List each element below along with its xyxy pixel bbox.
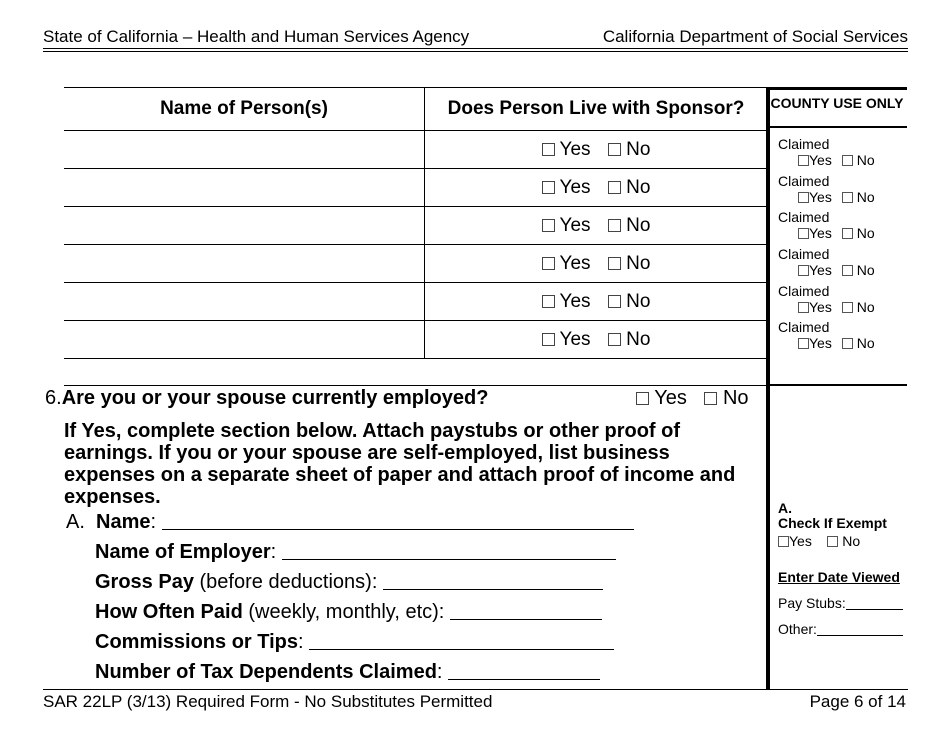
county-claimed-block: Claimed Yes No: [778, 136, 875, 168]
lives-with-sponsor-cell: Yes No: [425, 169, 768, 207]
employee-name-field: A. Name:: [66, 511, 634, 534]
table-row: [64, 131, 767, 169]
lives-with-sponsor-cell: Yes No: [425, 283, 768, 321]
q6-options: Yes No: [636, 387, 761, 410]
lives-with-sponsor-cell: Yes No: [425, 131, 768, 169]
person-name-cell[interactable]: [64, 283, 425, 321]
sponsor-table: [64, 87, 767, 359]
header-rule-2: [43, 51, 908, 52]
employed-no-checkbox[interactable]: [704, 392, 717, 405]
exempt-block: A. Check If Exempt: [778, 500, 887, 531]
table-row: [64, 321, 767, 359]
claimed-no-checkbox[interactable]: [842, 228, 853, 239]
footer-rule: [43, 689, 908, 690]
no-checkbox[interactable]: [608, 143, 621, 156]
claimed-no-checkbox[interactable]: [842, 302, 853, 313]
county-divider: [766, 87, 770, 690]
no-checkbox[interactable]: [608, 333, 621, 346]
lives-with-sponsor-cell: Yes No: [425, 207, 768, 245]
person-name-cell[interactable]: [64, 245, 425, 283]
yes-checkbox[interactable]: [542, 143, 555, 156]
q6-instructions: If Yes, complete section below. Attach paystubs or other proof of earnings. If you or your spouse are self-employed, list business expenses on a separate sheet of paper and attach proof of income and expenses.: [64, 420, 736, 508]
no-checkbox[interactable]: [608, 181, 621, 194]
pay-stubs-input[interactable]: [846, 597, 903, 610]
employee-name-input[interactable]: [162, 513, 634, 530]
person-name-cell[interactable]: [64, 207, 425, 245]
no-checkbox[interactable]: [608, 219, 621, 232]
claimed-yes-checkbox[interactable]: [798, 302, 809, 313]
exempt-yes-checkbox[interactable]: [778, 536, 789, 547]
county-claimed-block: Claimed Yes No: [778, 283, 875, 315]
employed-yes-checkbox[interactable]: [636, 392, 649, 405]
exempt-no-checkbox[interactable]: [827, 536, 838, 547]
no-checkbox[interactable]: [608, 295, 621, 308]
gross-pay-field: Gross Pay (before deductions):: [95, 571, 603, 594]
county-claimed-block: Claimed Yes No: [778, 209, 875, 241]
employer-name-field: Name of Employer:: [95, 541, 616, 564]
pay-frequency-field: How Often Paid (weekly, monthly, etc):: [95, 601, 602, 624]
agency-title: State of California – Health and Human Services Agency: [43, 27, 470, 46]
claimed-no-checkbox[interactable]: [842, 155, 853, 166]
department-title: California Department of Social Services: [602, 27, 908, 46]
lives-with-sponsor-cell: Yes No: [425, 321, 768, 359]
person-name-cell[interactable]: [64, 169, 425, 207]
no-checkbox[interactable]: [608, 257, 621, 270]
date-viewed-label: Enter Date Viewed: [778, 569, 900, 585]
col-header-lives-with-sponsor: Does Person Live with Sponsor?: [425, 88, 768, 131]
tax-dependents-field: Number of Tax Dependents Claimed:: [95, 661, 600, 684]
pay-stubs-field: Pay Stubs:: [778, 595, 903, 611]
claimed-no-checkbox[interactable]: [842, 338, 853, 349]
other-input[interactable]: [817, 623, 903, 636]
claimed-no-checkbox[interactable]: [842, 265, 853, 276]
claimed-yes-checkbox[interactable]: [798, 228, 809, 239]
col-header-name: Name of Person(s): [64, 88, 425, 131]
header-rule: [43, 48, 908, 49]
yes-checkbox[interactable]: [542, 333, 555, 346]
commissions-input[interactable]: [309, 633, 614, 650]
claimed-yes-checkbox[interactable]: [798, 155, 809, 166]
yes-checkbox[interactable]: [542, 295, 555, 308]
table-row: [64, 207, 767, 245]
table-row: [64, 245, 767, 283]
county-claimed-block: Claimed Yes No: [778, 173, 875, 205]
table-row: [64, 169, 767, 207]
pay-frequency-input[interactable]: [450, 603, 602, 620]
q6-rule: [64, 385, 767, 386]
commissions-field: Commissions or Tips:: [95, 631, 614, 654]
claimed-yes-checkbox[interactable]: [798, 265, 809, 276]
employer-name-input[interactable]: [282, 543, 616, 560]
other-field: Other:: [778, 621, 903, 637]
county-use-column: [767, 87, 907, 128]
person-name-cell[interactable]: [64, 131, 425, 169]
yes-checkbox[interactable]: [542, 181, 555, 194]
gross-pay-input[interactable]: [383, 573, 603, 590]
lives-with-sponsor-cell: Yes No: [425, 245, 768, 283]
claimed-no-checkbox[interactable]: [842, 192, 853, 203]
yes-checkbox[interactable]: [542, 257, 555, 270]
page-number: Page 6 of 14: [809, 692, 906, 711]
county-claimed-block: Claimed Yes No: [778, 246, 875, 278]
yes-checkbox[interactable]: [542, 219, 555, 232]
q6-question: 6.Are you or your spouse currently employed?: [45, 387, 489, 409]
county-use-title: COUNTY USE ONLY: [767, 87, 907, 128]
claimed-yes-checkbox[interactable]: [798, 192, 809, 203]
county-claimed-block: Claimed Yes No: [778, 319, 875, 351]
exempt-options: Yes No: [778, 533, 860, 549]
table-row: [64, 283, 767, 321]
person-name-cell[interactable]: [64, 321, 425, 359]
form-id: SAR 22LP (3/13) Required Form - No Substitutes Permitted: [43, 692, 493, 711]
claimed-yes-checkbox[interactable]: [798, 338, 809, 349]
tax-dependents-input[interactable]: [448, 663, 600, 680]
county-section-rule: [767, 384, 907, 386]
